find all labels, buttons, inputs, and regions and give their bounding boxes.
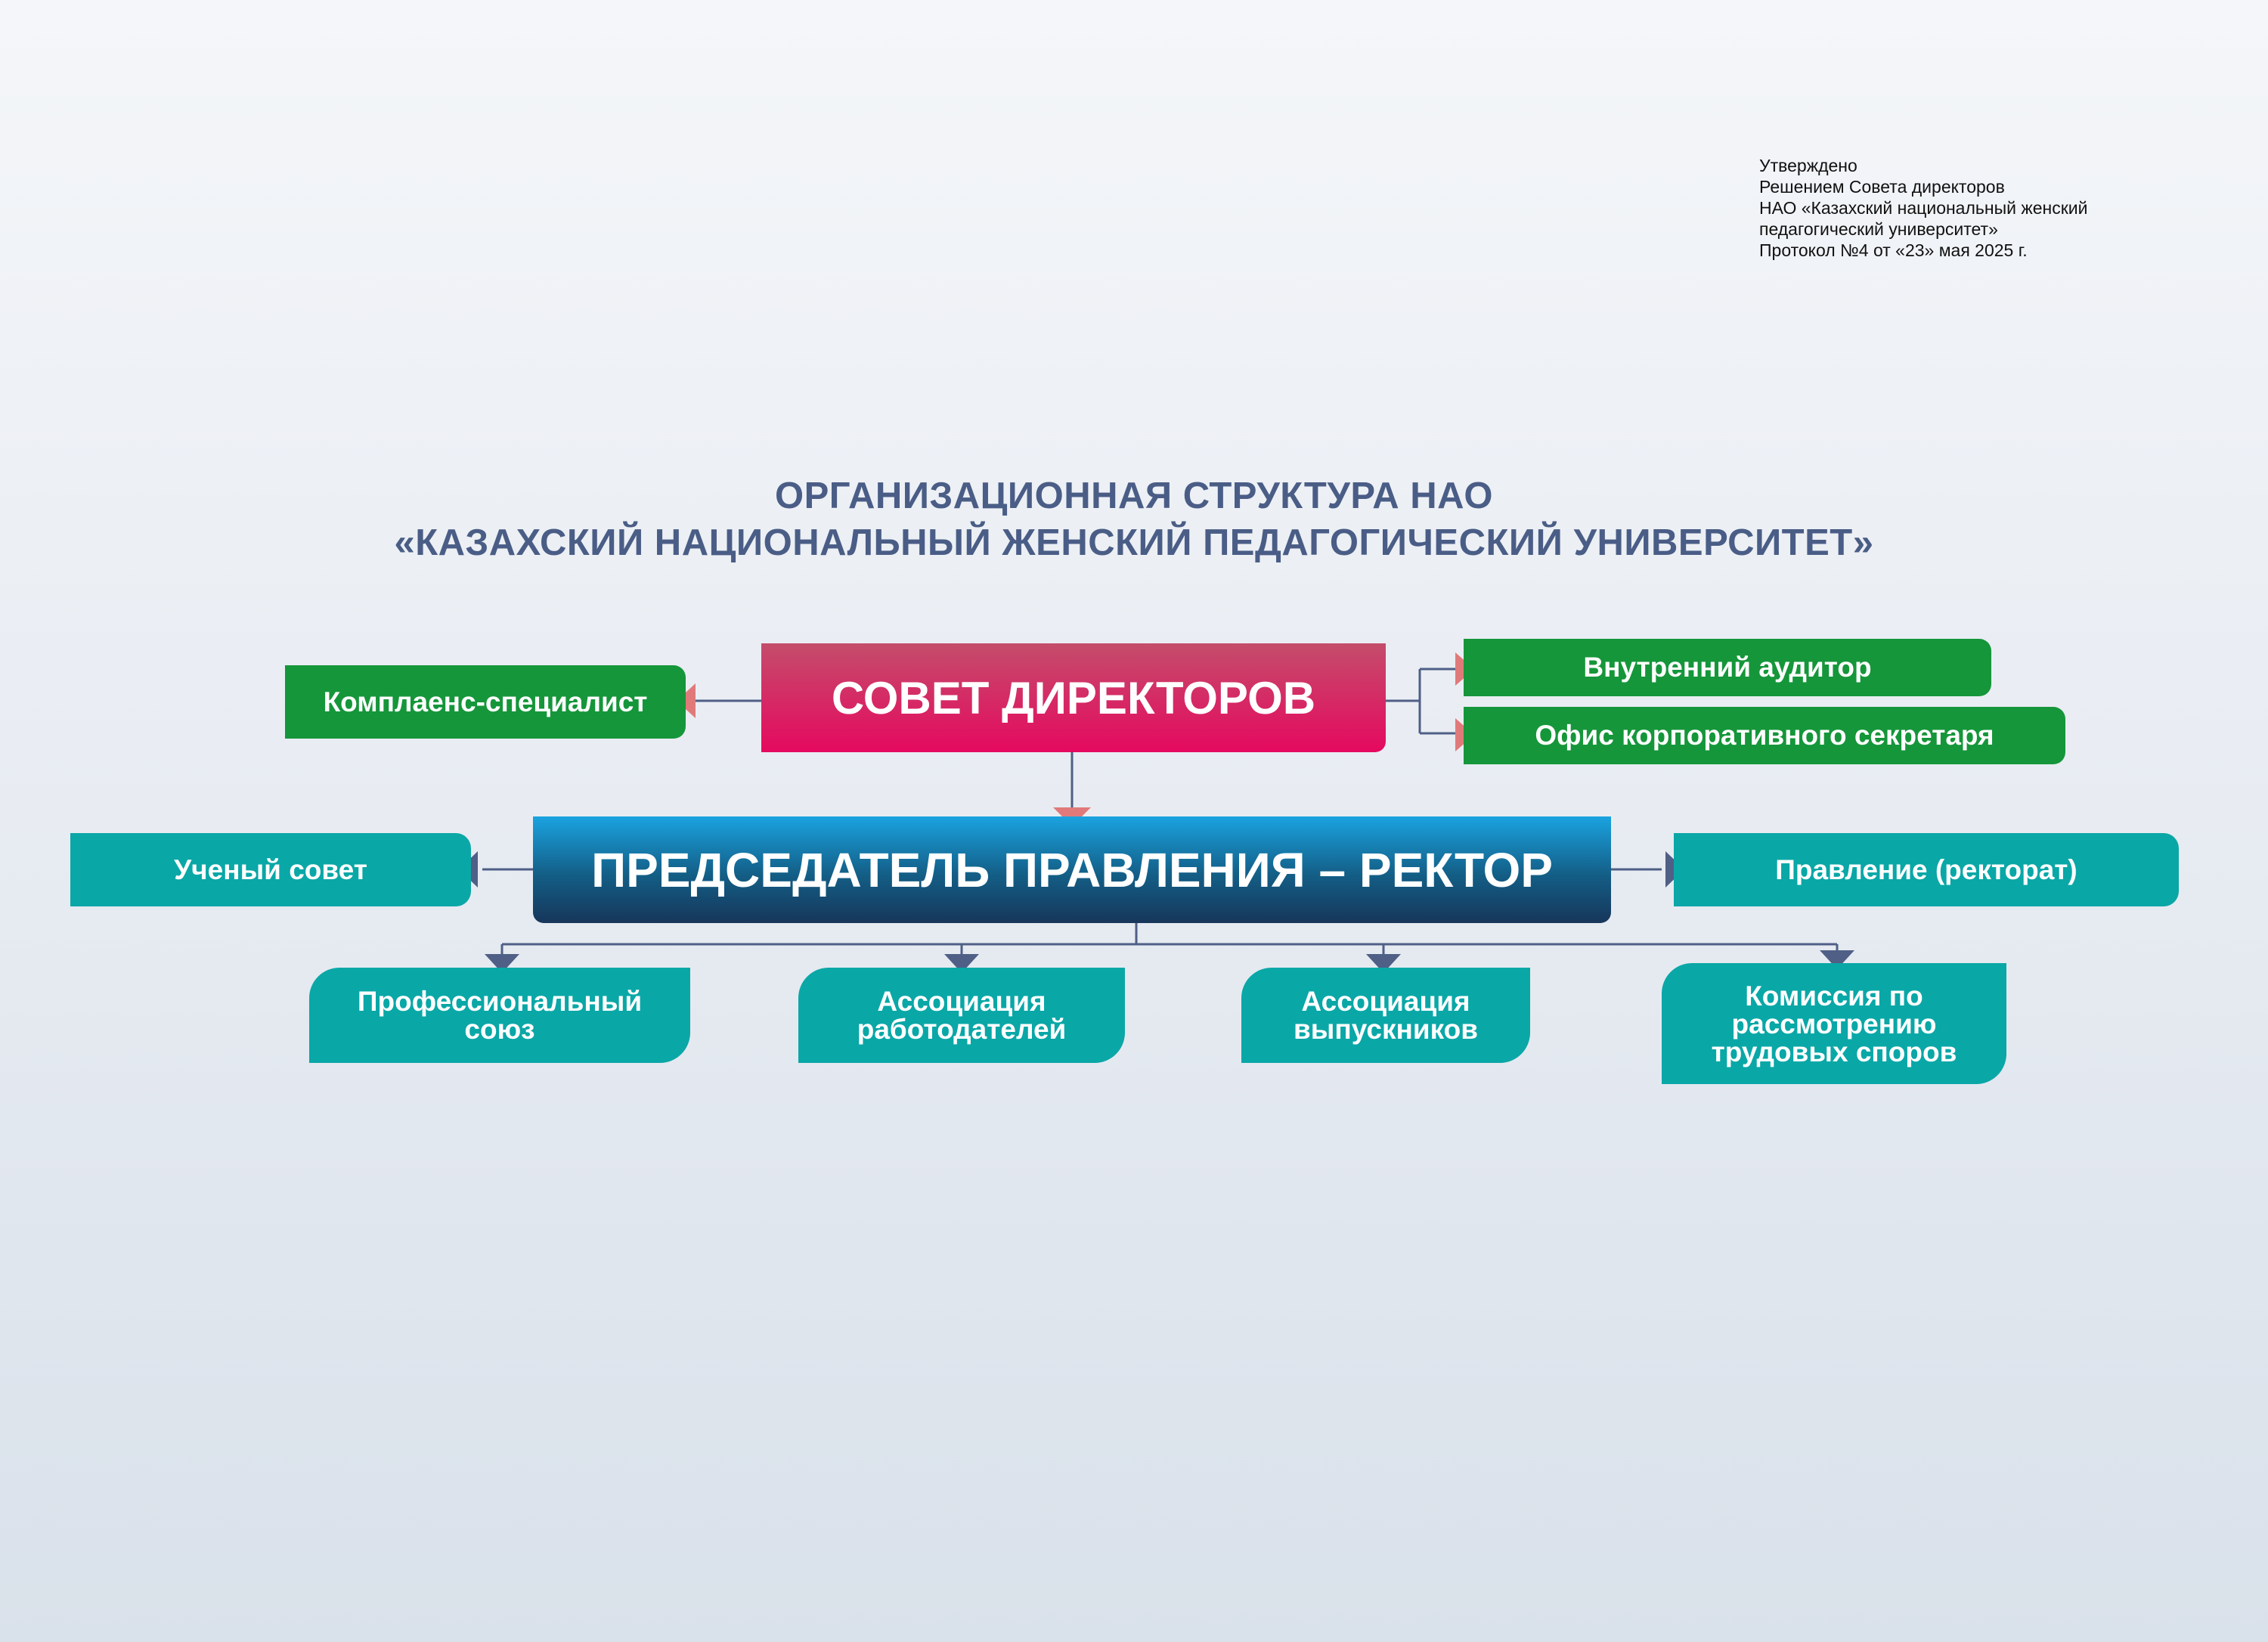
board-of-directors-label: СОВЕТ ДИРЕКТОРОВ [831, 672, 1316, 723]
alumni-association-label-line: Ассоциация [1301, 986, 1470, 1017]
academic-council-box [70, 833, 471, 906]
employers-association-label-line: работодателей [857, 1014, 1067, 1045]
trade-union-box [309, 968, 690, 1063]
trade-union-label-line: Профессиональный [357, 986, 643, 1017]
approval-line: НАО «Казахский национальный женский [1759, 198, 2088, 218]
page-title: ОРГАНИЗАЦИОННАЯ СТРУКТУРА НАО [775, 476, 1493, 516]
internal-auditor-box [1464, 639, 1991, 696]
page-subtitle: «КАЗАХСКИЙ НАЦИОНАЛЬНЫЙ ЖЕНСКИЙ ПЕДАГОГИЧЕСКИЙ УНИВЕРСИТЕТ» [394, 522, 1874, 563]
trade-union-label-line: союз [464, 1014, 535, 1045]
alumni-association-label-line: выпускников [1294, 1014, 1478, 1045]
labor-disputes-label-line: рассмотрению [1731, 1008, 1937, 1039]
compliance-specialist-box [285, 665, 686, 739]
employers-association-box [798, 968, 1125, 1063]
corporate-secretary-label: Офис корпоративного секретаря [1535, 720, 1994, 751]
employers-association-label-line: Ассоциация [877, 986, 1046, 1017]
approval-line: Утверждено [1759, 156, 1857, 175]
approval-line: педагогический университет» [1759, 219, 1998, 239]
labor-disputes-label-line: трудовых споров [1711, 1036, 1957, 1067]
academic-council-label: Ученый совет [174, 854, 367, 885]
approval-line: Решением Совета директоров [1759, 177, 2005, 197]
alumni-association-box [1241, 968, 1530, 1063]
management-board-box [1674, 833, 2179, 906]
management-board-label: Правление (ректорат) [1775, 854, 2077, 885]
labor-disputes-label-line: Комиссия по [1745, 980, 1923, 1012]
internal-auditor-label: Внутренний аудитор [1583, 652, 1872, 683]
board-of-directors-box [761, 643, 1386, 752]
approval-line: Протокол №4 от «23» мая 2025 г. [1759, 240, 2028, 260]
rector-box [533, 816, 1611, 923]
rector-label: ПРЕДСЕДАТЕЛЬ ПРАВЛЕНИЯ – РЕКТОР [591, 842, 1553, 897]
compliance-specialist-label: Комплаенс-специалист [323, 686, 648, 717]
corporate-secretary-box [1464, 707, 2065, 764]
labor-disputes-commission-box [1662, 963, 2006, 1084]
